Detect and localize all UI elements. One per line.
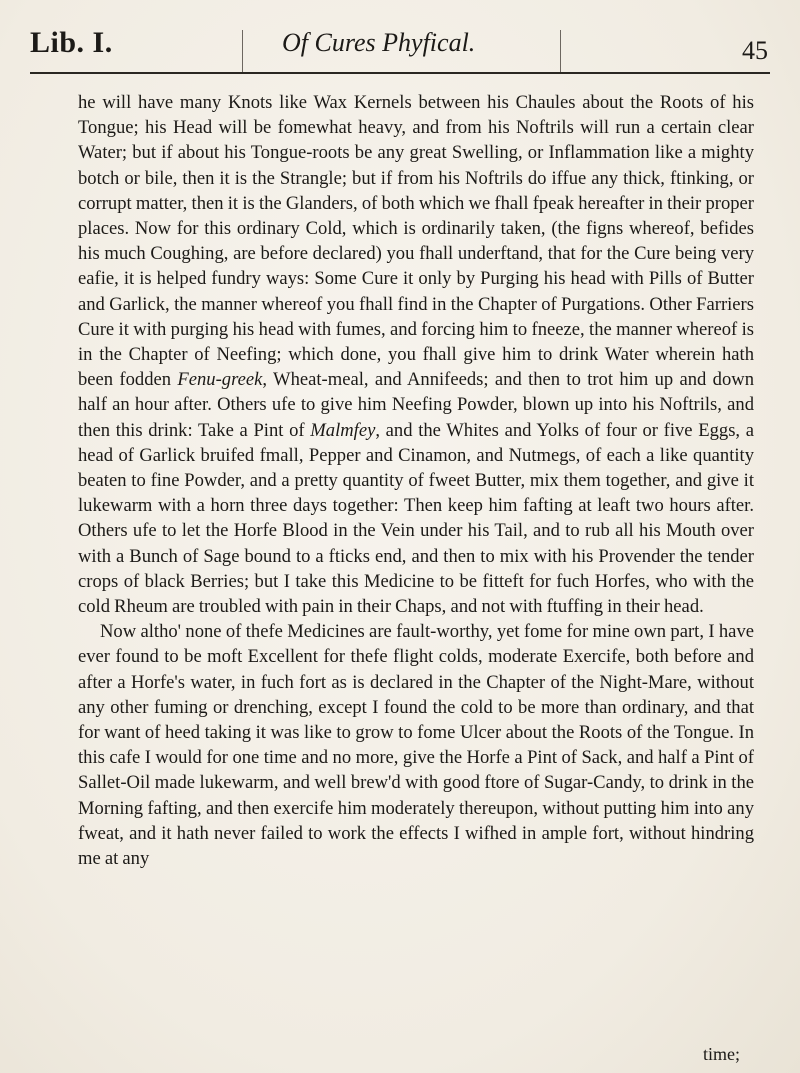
- running-head: [30, 26, 770, 74]
- paragraph-1: [78, 90, 754, 619]
- text-run: Now altho' none of thefe Medicines are fault-worthy, yet fome for mine own part, I have ever found to be moft Excellent for thefe flight colds, moderate Exercife, both before and after a Horfe's water, in fuch fort as is declared in the Chapter of the Night-Mare, without any other fuming or drenching, except I found the cold to be more than ordinary, and that for want of heed taking it was like to grow to fome Ulcer about the Roots of the Tongue. In this cafe I would for one time and no more, give the Horfe a Pint of Sack, and half a Pint of Sallet-Oil made lukewarm, and well brew'd with good ftore of Sugar-Candy, to drink in the Morning fafting, and then exercife him moderately thereupon, without putting him into any fweat, and it hath never failed to work the effects I wifhed in ample fort, without hindring me at any: [78, 621, 754, 870]
- rule-divider-right: [560, 30, 561, 74]
- italic-term: Fenu-greek: [177, 369, 263, 391]
- paragraph-2: [78, 619, 754, 871]
- text-run: , and the Whites and Yolks of four or five Eggs, a head of Garlick bruifed fmall, Pepper and Cinamon, and Nutmegs, of each a like quantity beaten to fine Powder, and a pretty quantity of fweet Butter, mix them together, and give it lukewarm with a horn three days together: Then keep him fafting at leaft two hours after. Others ufe to let the Horfe Blood in the Vein under his Tail, and to rub all his Mouth over with a Bunch of Sage bound to a fticks end, and then to mix with his Provender the tender crops of black Berries; but I take this Medicine to be fitteft for fuch Horfes, who with the cold Rheum are troubled with pain in their Chaps, and not with ftuffing in their head.: [78, 419, 755, 618]
- header-rule: [30, 72, 770, 74]
- italic-term: Malmfey: [310, 419, 376, 441]
- chapter-title: Of Cures Phyfical.: [282, 28, 476, 57]
- rule-divider-left: [242, 30, 243, 74]
- page-number: 45: [742, 36, 768, 65]
- book-number: Lib. I.: [30, 26, 113, 59]
- body-text: [78, 90, 754, 1050]
- text-run: he will have many Knots like Wax Kernels between his Chaules about the Roots of his Tongue; his Head will be fomewhat heavy, and from his Noftrils will run a certain clear Water; but if about his Tongue-roots be any great Swelling, or Inflammation like a mighty botch or bile, then it is the Strangle; but if from his Noftrils do iffue any thick, ftinking, or corrupt matter, then it is the Glanders, of both which we fhall fpeak hereafter in their proper places. Now for this ordinary Cold, which is ordinarily taken, (the figns whereof, befides his much Coughing, are before declared) you fhall underftand, that for the Cure being very eafie, it is helped fundry ways: Some Cure it only by Purging his head with Pills of Butter and Garlick, the manner whereof you fhall find in the Chapter of Purgations. Other Farriers Cure it with purging his head with fumes, and forcing him to fneeze, the manner whereof is in the Chapter of Neefing; which done, you fhall give him to drink Water wherein hath been fodden: [78, 92, 754, 391]
- catchword: time;: [703, 1044, 740, 1064]
- text-run: , Wheat-meal, and Annifeeds; and then to trot him up and down half an hour after. Others ufe to give him Neefing Powder, blown up into his Noftrils, and then this drink: Take a Pint of: [78, 369, 755, 441]
